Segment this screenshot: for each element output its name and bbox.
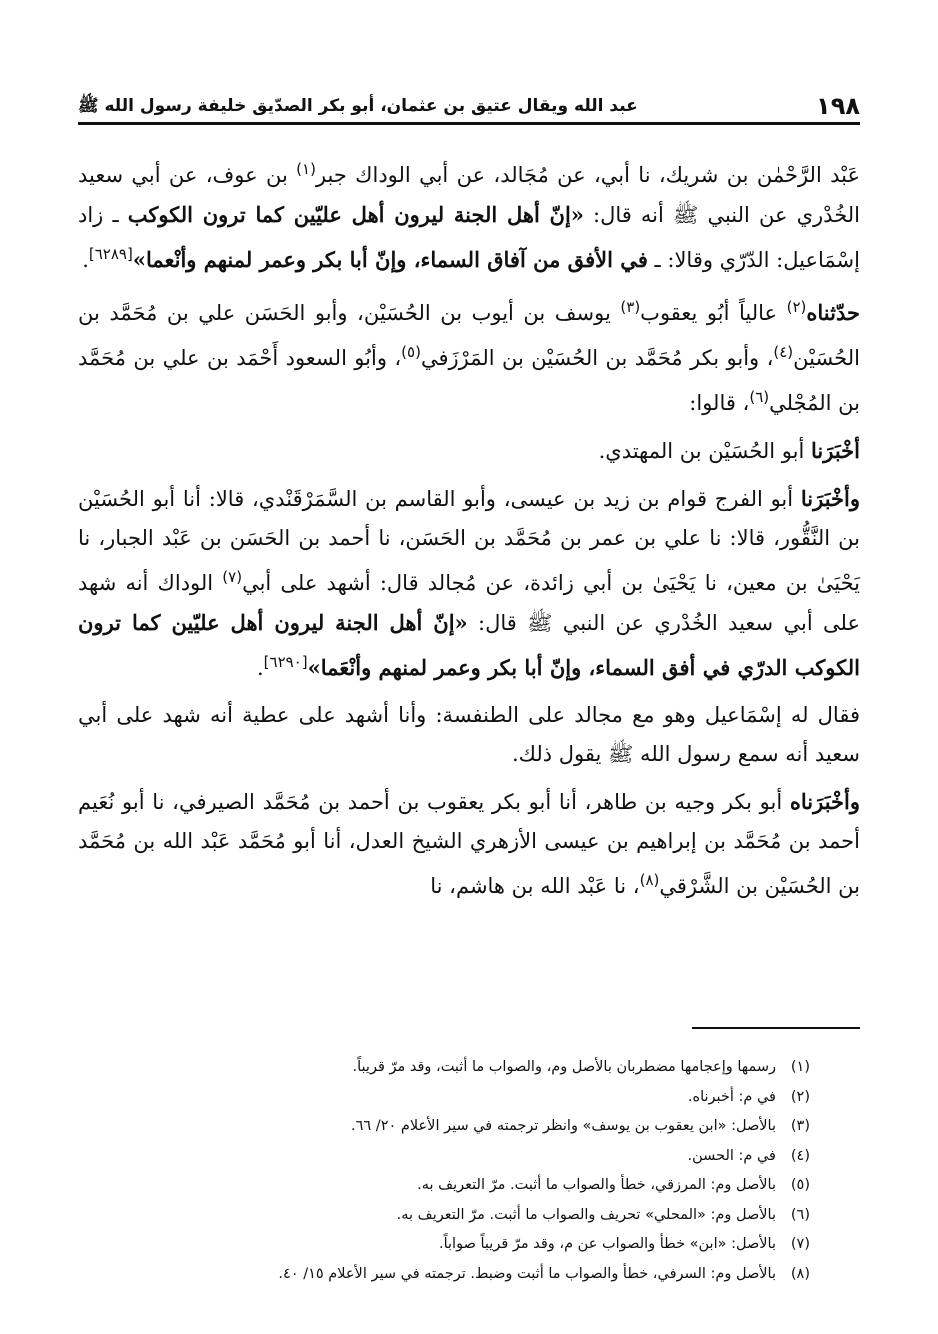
footnote-text: بالأصل وم: «المحلي» تحريف والصواب ما أثبت. مرّ التعريف به. bbox=[396, 1206, 776, 1223]
page-number: ١٩٨ bbox=[816, 92, 860, 120]
text-span: ـ زاد إسْمَاعيل: الدّرّي وقالا: ـ bbox=[78, 203, 860, 272]
running-title: عبد الله ويقال عتيق بن عثمان، أبو بكر الصدّيق خليفة رسول الله ﷺ bbox=[78, 96, 638, 116]
main-text bbox=[78, 150, 860, 914]
footnote bbox=[150, 1083, 810, 1113]
running-header bbox=[78, 86, 860, 125]
footnote bbox=[150, 1230, 810, 1260]
text-span: بن عوف، عن أبي سعيد الخُدْري عن النبي ﷺ أنه قال: bbox=[78, 163, 860, 227]
paragraph-4 bbox=[78, 479, 860, 688]
footnote bbox=[150, 1053, 810, 1083]
text-span: . bbox=[82, 248, 89, 272]
footnote-ref: (٧) bbox=[222, 568, 243, 586]
text-span: أبو بكر وجيه بن طاهر، أنا أبو بكر يعقوب بن أحمد بن مُحَمَّد الصيرفي، نا أبو نُعَيم أحمد بن مُحَمَّد بن إبراهيم بن عيسى الأزهري الشيخ العدل، أنا أبو مُحَمَّد عَبْد الله بن مُحَمَّد بن الحُسَيْن بن الشَّرْقي bbox=[78, 790, 860, 898]
text-span: أبو الحُسَيْن بن المهتدي. bbox=[598, 439, 812, 463]
footnote bbox=[150, 1142, 810, 1172]
hadith-text: في الأفق من آفاق السماء، وإنّ أبا بكر وعمر لمنهم وأنْعما» bbox=[132, 247, 648, 272]
footnote-separator bbox=[692, 1027, 860, 1029]
footnote bbox=[150, 1171, 810, 1201]
footnote-ref: (٤) bbox=[773, 343, 794, 361]
footnote bbox=[150, 1201, 810, 1231]
footnote-number: (٢) bbox=[790, 1088, 810, 1105]
lead-word: حدّثناه bbox=[806, 300, 860, 325]
text-span: فقال له إسْمَاعيل وهو مع مجالد على الطنفسة: وأنا أشهد على عطية أنه شهد على أبي سعيد أنه سمع رسول الله ﷺ يقول ذلك. bbox=[78, 703, 860, 766]
text-span: ، وأبو بكر مُحَمَّد بن الحُسَيْن بن المَرْزَفي bbox=[420, 346, 774, 370]
paragraph-6 bbox=[78, 782, 860, 906]
footnote-number: (٥) bbox=[790, 1177, 810, 1193]
text-span: ، وأبُو السعود أَحْمَد بن علي بن مُحَمَّد بن المُجْلي bbox=[78, 346, 860, 415]
footnote-number: (٨) bbox=[790, 1265, 810, 1282]
text-span: . bbox=[256, 656, 264, 680]
text-span: يوسف بن أيوب بن الحُسَيْن، وأبو الحَسَن علي بن مُحَمَّد بن الحُسَيْن bbox=[78, 301, 860, 370]
footnote-ref: (٢) bbox=[786, 298, 807, 316]
footnotes bbox=[150, 1053, 810, 1289]
text-span: ، قالوا: bbox=[689, 391, 750, 415]
footnote-number: (٦) bbox=[790, 1206, 810, 1223]
paragraph-2 bbox=[78, 288, 860, 423]
footnote-number: (١) bbox=[790, 1059, 810, 1075]
paragraph-5 bbox=[78, 696, 860, 774]
footnote-text: في م: الحسن. bbox=[687, 1147, 776, 1164]
hadith-text: «إنّ أهل الجنة ليرون أهل عليّين كما ترون الكوكب الدرّي في أفق السماء، وإنّ أبا بكر وعمر لمنهم وأنْعَما» bbox=[78, 610, 860, 680]
lead-word: وأخْبَرَناه bbox=[789, 789, 860, 814]
footnote-ref: (٥) bbox=[401, 343, 421, 361]
footnote-text: بالأصل: «ابن» خطأ والصواب عن م، وقد مرّ قريباً صواباً. bbox=[438, 1236, 776, 1252]
paragraph-1 bbox=[78, 150, 860, 280]
text-span: الوداك أنه شهد على أبي سعيد الخُدْري عن النبي ﷺ قال: bbox=[78, 571, 860, 635]
footnote-ref: (٣) bbox=[620, 298, 641, 316]
hadith-text: «إنّ أهل الجنة ليرون أهل عليّين كما ترون الكوكب bbox=[127, 202, 584, 227]
text-span: عالياً أبُو يعقوب bbox=[640, 301, 787, 325]
footnote-ref: (٨) bbox=[639, 871, 660, 889]
footnote bbox=[150, 1112, 810, 1142]
footnote bbox=[150, 1260, 810, 1290]
footnote-ref: (١) bbox=[296, 160, 316, 178]
text-span: أبو الفرج قوام بن زيد بن عيسى، وأبو القاسم بن السَّمَرْقَنْدي، قالا: أنا أبو الحُسَيْن بن النَّقُّور، قالا: نا علي بن عمر بن مُحَمَّد بن الحَسَن، نا أحمد بن الحَسَن بن عَبْد الجبار، نا يَحْيَىٰ بن معين، نا يَحْيَىٰ بن أبي زائدة، عن مُجالد قال: أشهد على أبي bbox=[78, 487, 860, 595]
lead-word: أخْبَرَنا bbox=[811, 438, 860, 463]
text-span: ، نا عَبْد الله بن هاشم، نا bbox=[430, 874, 640, 898]
footnote-ref: (٦) bbox=[749, 388, 770, 406]
paragraph-3 bbox=[78, 431, 860, 471]
footnote-text: رسمها وإعجامها مضطربان بالأصل وم، والصواب ما أثبت، وقد مرّ قريباً. bbox=[352, 1059, 776, 1075]
footnote-text: بالأصل: «ابن يعقوب بن يوسف» وانظر ترجمته في سير الأعلام ٢٠/ ٦٦. bbox=[351, 1118, 776, 1134]
footnote-number: (٤) bbox=[790, 1147, 810, 1164]
text-span: عَبْد الرَّحْمٰن بن شريك، نا أبي، عن مُجَالد، عن أبي الوداك جبر bbox=[315, 163, 860, 187]
footnote-text: بالأصل وم: المرزقي، خطأ والصواب ما أثبت. مرّ التعريف به. bbox=[417, 1177, 776, 1193]
footnote-text: في م: أخبرناه. bbox=[687, 1088, 776, 1105]
footnote-text: بالأصل وم: السرفي، خطأ والصواب ما أثبت وضبط. ترجمته في سير الأعلام ١٥/ ٤٠. bbox=[278, 1265, 776, 1282]
hadith-number: [٦٢٨٩] bbox=[88, 245, 133, 263]
lead-word: وأخْبَرَنا bbox=[800, 486, 860, 511]
footnote-number: (٣) bbox=[790, 1118, 810, 1134]
footnote-number: (٧) bbox=[790, 1236, 810, 1252]
hadith-number: [٦٢٩٠] bbox=[263, 653, 308, 671]
